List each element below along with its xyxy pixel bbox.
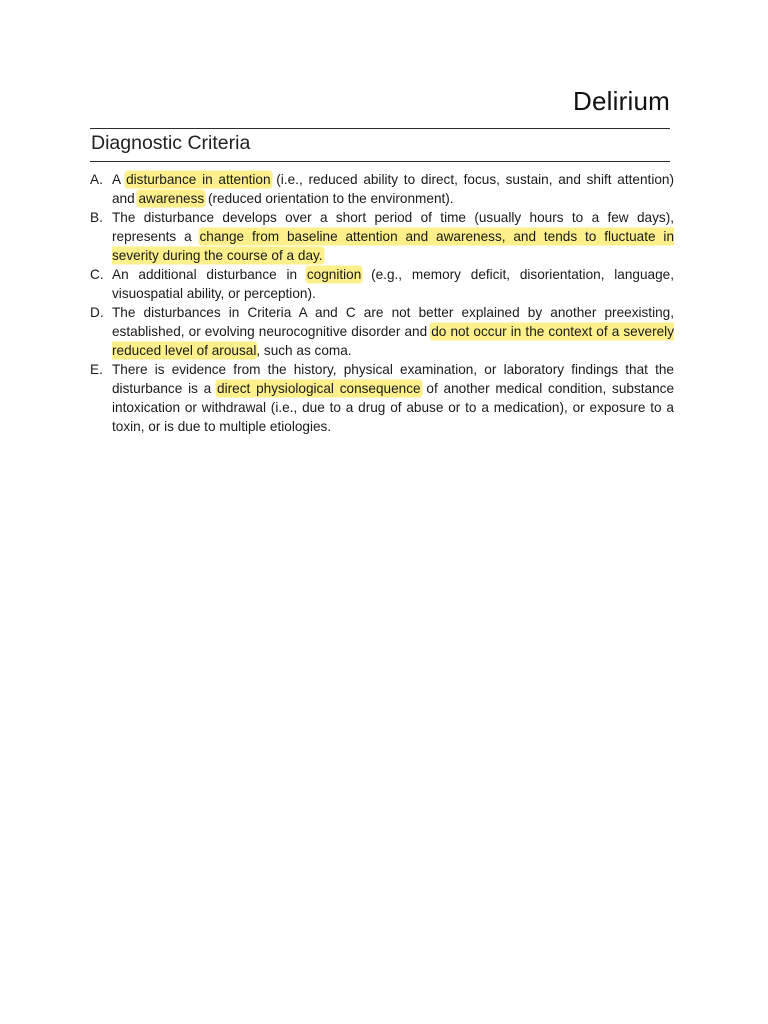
criterion-item — [90, 208, 674, 265]
text-segment: (e.g., memory deficit, disorientation, language, visuospatial ability, or perception). — [112, 267, 674, 301]
criterion-item — [90, 360, 674, 436]
criterion-letter: B. — [90, 210, 103, 225]
highlighted-phrase: disturbance in attention — [126, 172, 271, 187]
text-segment: There is evidence from the history, physical examination, or laboratory findings that the disturbance is a — [112, 362, 674, 396]
criterion-letter: C. — [90, 267, 104, 282]
highlighted-phrase: change from baseline attention and awareness, and tends to fluctuate in severity during the course of a day. — [112, 229, 675, 263]
highlighted-phrase: cognition — [306, 267, 362, 282]
text-segment: The disturbance develops over a short period of time (usually hours to a few days), represents a — [112, 210, 674, 244]
highlighted-phrase: awareness — [138, 191, 205, 206]
top-divider — [90, 128, 670, 129]
text-segment: of another medical condition, substance intoxication or withdrawal (i.e., due to a drug of abuse or to a medication), or exposure to a toxin, or is due to multiple etiologies. — [112, 381, 675, 434]
page-title: Delirium — [573, 86, 670, 116]
highlighted-phrase: direct physiological consequence — [217, 381, 421, 396]
criterion-letter: E. — [90, 362, 103, 377]
section-title: Diagnostic Criteria — [91, 132, 251, 154]
bottom-divider — [90, 161, 670, 162]
criterion-text — [112, 208, 674, 265]
text-segment: (reduced orientation to the environment). — [204, 191, 454, 206]
text-segment: , such as coma. — [256, 343, 352, 358]
text-segment: (i.e., reduced ability to direct, focus, sustain, and shift attention) and — [112, 172, 674, 206]
criterion-text — [112, 170, 674, 208]
criterion-letter: D. — [90, 305, 104, 320]
criterion-item — [90, 303, 674, 360]
criterion-text — [112, 265, 674, 303]
text-segment: An additional disturbance in — [112, 267, 307, 282]
criterion-text — [112, 360, 674, 436]
criterion-item — [90, 265, 674, 303]
criterion-text — [112, 303, 674, 360]
highlighted-phrase: do not occur in the context of a severely reduced level of arousal — [112, 324, 674, 358]
criterion-letter: A. — [90, 172, 103, 187]
text-segment: A — [112, 172, 127, 187]
criteria-list — [90, 170, 674, 436]
criterion-item — [90, 170, 674, 208]
text-segment: The disturbances in Criteria A and C are not better explained by another preexisting, established, or evolving neurocognitive disorder and — [112, 305, 674, 339]
